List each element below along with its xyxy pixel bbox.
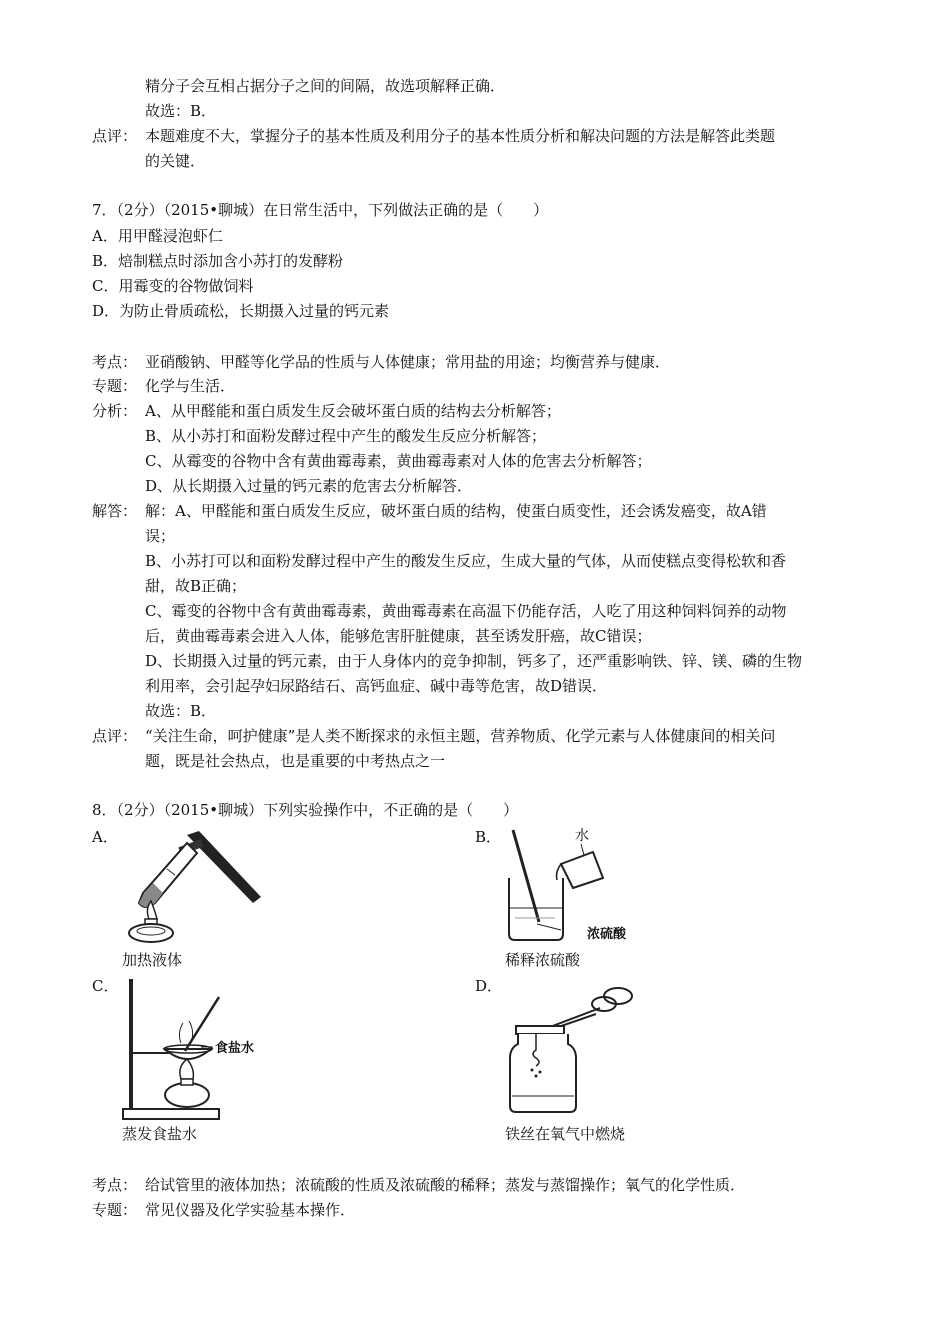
q7-fenxi-d: D、从长期摄入过量的钙元素的危害去分析解答． (145, 477, 473, 495)
q7-dianping-label: 点评： (92, 727, 138, 745)
q7-jieda-line: B、小苏打可以和面粉发酵过程中产生的酸发生反应，生成大量的气体，从而使糕点变得松软和香 (145, 552, 787, 570)
q8-option-a-caption: 加热液体 (122, 951, 183, 969)
iron-wire-burning-figure (500, 978, 650, 1118)
q7-stem: 7．（2分）（2015•聊城）在日常生活中，下列做法正确的是（ ） (92, 201, 549, 219)
q8-option-c-caption: 蒸发食盐水 (122, 1125, 198, 1143)
q8-option-c-letter: C． (92, 977, 119, 995)
evaporate-salt-water-figure (115, 975, 275, 1125)
q7-jieda-line: C、霉变的谷物中含有黄曲霉毒素，黄曲霉毒素在高温下仍能存活，人吃了用这种饲料饲养的动物 (145, 602, 787, 620)
q7-dianping-line-2: 题，既是社会热点，也是重要的中考热点之一 (145, 752, 446, 770)
q7-jieda-line: 甜，故B正确； (145, 577, 247, 595)
prev-answer: 故选：B． (145, 102, 217, 120)
q7-jieda-line: 利用率，会引起孕妇尿路结石、高钙血症、碱中毒等危害，故D错误． (145, 677, 608, 695)
q7-jieda-line: 后，黄曲霉毒素会进入人体，能够危害肝脏健康，甚至诱发肝癌，故C错误； (145, 627, 652, 645)
acid-label: 浓硫酸 (587, 927, 627, 942)
dilute-acid-figure (495, 822, 645, 947)
q7-option-b: B．焙制糕点时添加含小苏打的发酵粉 (92, 252, 344, 270)
q7-option-c: C．用霉变的谷物做饲料 (92, 277, 254, 295)
q8-zhuanti: 常见仪器及化学实验基本操作． (145, 1201, 356, 1219)
prev-review-line-2: 的关键． (145, 152, 206, 170)
q8-stem: 8．（2分）（2015•聊城）下列实验操作中，不正确的是（ ） (92, 801, 519, 819)
q7-zhuanti-label: 专题： (92, 377, 138, 395)
q7-option-d: D．为防止骨质疏松，长期摄入过量的钙元素 (92, 302, 390, 320)
q7-jieda-line: 误； (145, 527, 176, 545)
q7-zhuanti: 化学与生活． (145, 377, 236, 395)
q7-kaodian-label: 考点： (92, 353, 138, 371)
heating-liquid-figure (115, 825, 265, 945)
q7-answer: 故选：B． (145, 702, 217, 720)
q8-option-b-letter: B． (475, 828, 502, 846)
salt-water-label: 食盐水 (215, 1041, 255, 1056)
q7-jieda-label: 解答： (92, 502, 138, 520)
q8-option-d-caption: 铁丝在氧气中燃烧 (505, 1125, 626, 1143)
prev-review-line-1: 本题难度不大，掌握分子的基本性质及利用分子的基本性质分析和解决问题的方法是解答此类题 (145, 127, 776, 145)
q7-kaodian: 亚硝酸钠、甲醛等化学品的性质与人体健康；常用盐的用途；均衡营养与健康． (145, 353, 671, 371)
q7-dianping-line-1: “关注生命，呵护健康”是人类不断探求的永恒主题，营养物质、化学元素与人体健康间的相关问 (145, 727, 776, 745)
q7-option-a: A．用甲醛浸泡虾仁 (92, 227, 223, 245)
q7-fenxi-c: C、从霉变的谷物中含有黄曲霉毒素，黄曲霉毒素对人体的危害去分析解答； (145, 452, 652, 470)
prev-review-label: 点评： (92, 127, 138, 145)
q8-option-d-letter: D． (475, 977, 503, 995)
water-label: 水 (575, 828, 589, 844)
q7-fenxi-b: B、从小苏打和面粉发酵过程中产生的酸发生反应分析解答； (145, 427, 547, 445)
q7-fenxi-a: A、从甲醛能和蛋白质发生反会破坏蛋白质的结构去分析解答； (145, 402, 561, 420)
q7-jieda-line: D、长期摄入过量的钙元素，由于人身体内的竞争抑制，钙多了，还严重影响铁、锌、镁、磷的生物 (145, 652, 803, 670)
q7-jieda-line: 解：A、甲醛能和蛋白质发生反应，破坏蛋白质的结构，使蛋白质变性，还会诱发癌变，故A错 (145, 502, 767, 520)
q8-option-a-letter: A． (92, 828, 118, 846)
q8-option-b-caption: 稀释浓硫酸 (505, 951, 581, 969)
q8-zhuanti-label: 专题： (92, 1201, 138, 1219)
q8-kaodian: 给试管里的液体加热；浓硫酸的性质及浓硫酸的稀释；蒸发与蒸馏操作；氧气的化学性质． (145, 1176, 746, 1194)
q8-kaodian-label: 考点： (92, 1176, 138, 1194)
q7-fenxi-label: 分析： (92, 402, 138, 420)
prev-explanation-line: 精分子会互相占据分子之间的间隔，故选项解释正确． (145, 77, 506, 95)
